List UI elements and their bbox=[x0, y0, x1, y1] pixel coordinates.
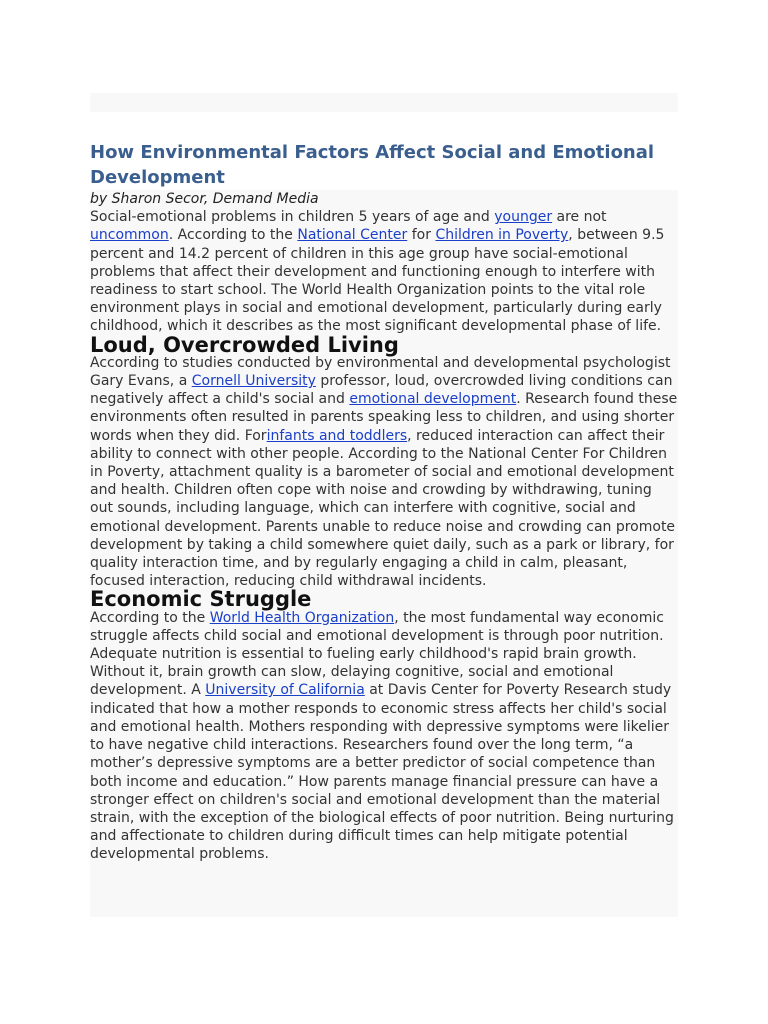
top-banner-bar bbox=[90, 93, 678, 112]
article-title: How Environmental Factors Affect Social and Emotional Development bbox=[90, 142, 655, 188]
link-younger[interactable]: younger bbox=[494, 209, 553, 226]
section2-paragraph bbox=[90, 609, 678, 864]
section1-text-1: According to studies conducted by environmental and developmental psychologist Gary Evans, a bbox=[90, 354, 671, 390]
link-uncommon[interactable]: uncommon bbox=[90, 227, 169, 244]
link-cornell-university[interactable]: Cornell University bbox=[191, 373, 316, 390]
section1-text-2: professor, loud, overcrowded living conditions can negatively affect a child's social and bbox=[90, 373, 673, 408]
section1-text-3: . Research found these environments often resulted in parents speaking less to children, and using shorter words when they did. For bbox=[90, 391, 678, 444]
section2-text-1: According to the bbox=[90, 609, 210, 626]
section2-text-3: at Davis Center for Poverty Research study indicated that how a mother responds to economic stress affects her child's social and emotional health. Mothers responding with depressive symptoms were likelier to have negative child interactions. Researchers found over the long term, “a mother’s depressive symptoms are a better predictor of social competence than both income and education.” How parents manage financial pressure can have a stronger effect on children's social and emotional development than the material strain, with the exception of the biological effects of poor nutrition. Being nurturing and affectionate to children during difficult times can help mitigate potential developmental problems. bbox=[90, 682, 674, 863]
intro-paragraph bbox=[90, 208, 678, 335]
article-body bbox=[90, 190, 678, 917]
link-children-in-poverty[interactable]: Children in Poverty bbox=[435, 227, 569, 244]
intro-text-2: are not bbox=[552, 209, 607, 226]
section1-paragraph bbox=[90, 354, 678, 591]
link-emotional-development[interactable]: emotional development bbox=[349, 391, 517, 408]
section1-text-4: , reduced interaction can affect their ability to connect with other people. According to the National Center For Children in Poverty, attachment quality is a barometer of social and emotional development and health. Children often cope with noise and crowding by withdrawing, tuning out sounds, including language, which can interfere with cognitive, social and emotional development. Parents unable to reduce noise and crowding can promote development by taking a child somewhere quiet daily, such as a park or library, for quality interaction time, and by regularly engaging a child in calm, pleasant, focused interaction, reducing child withdrawal incidents. bbox=[90, 427, 676, 590]
intro-text-4: for bbox=[407, 227, 436, 244]
link-national-center[interactable]: National Center bbox=[297, 227, 408, 244]
section-heading-loud-overcrowded: Loud, Overcrowded Living bbox=[90, 332, 399, 357]
link-university-of-california[interactable]: University of California bbox=[205, 682, 365, 699]
article-byline: by Sharon Secor, Demand Media bbox=[90, 191, 319, 207]
intro-text-1: Social-emotional problems in children 5 years of age and bbox=[90, 209, 495, 226]
link-infants-and-toddlers[interactable]: infants and toddlers bbox=[266, 427, 408, 444]
section2-text-2: , the most fundamental way economic struggle affects child social and emotional development is through poor nutrition. Adequate nutrition is essential to fueling early childhood's rapid brain growth. Without it, brain growth can slow, delaying cognitive, social and emotional development. A bbox=[90, 609, 664, 699]
section-heading-economic-struggle: Economic Struggle bbox=[90, 587, 312, 612]
intro-text-3: . According to the bbox=[168, 227, 298, 244]
intro-text-5: , between 9.5 percent and 14.2 percent of children in this age group have social-emotional problems that affect their development and functioning enough to interfere with readiness to start school. The World Health Organization points to the vital role environment plays in social and emotional development, particularly during early childhood, which it describes as the most significant developmental phase of life. bbox=[90, 227, 665, 335]
link-world-health-organization[interactable]: World Health Organization bbox=[209, 609, 395, 626]
